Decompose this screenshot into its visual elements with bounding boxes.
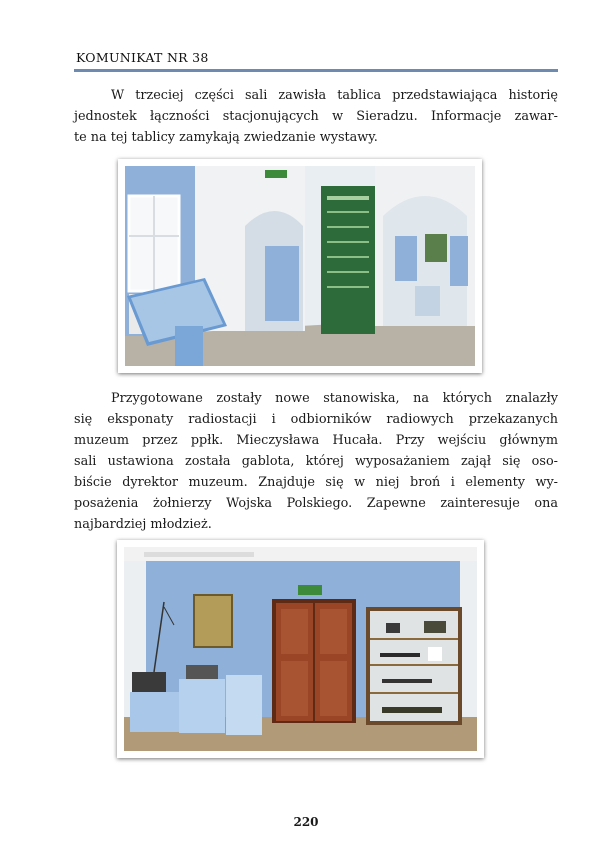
photo-entrance-display-case (117, 540, 484, 758)
page-number: 220 (293, 815, 319, 829)
paragraph-2-line: się eksponaty radiostacji i odbiorników radiowych przekazanych (74, 412, 558, 427)
paragraph-2-line: sali ustawiona została gablota, której wyposażaniem zajął się oso- (74, 454, 558, 469)
paragraph-2-line: najbardziej młodzież. (74, 517, 212, 532)
header-title: KOMUNIKAT NR 38 (76, 50, 209, 65)
paragraph-2-line: posażenia żołnierzy Wojska Polskiego. Zapewne zainteresuje ona (74, 496, 558, 511)
photo-exhibition-hall-image (125, 166, 475, 366)
photo-entrance-display-case-image (124, 547, 477, 751)
paragraph-2-line: Przygotowane zostały nowe stanowiska, na których znalazły (111, 391, 558, 406)
header-rule (74, 69, 558, 72)
paragraph-1-line: jednostek łączności stacjonujących w Sieradzu. Informacje zawar- (74, 109, 558, 124)
paragraph-2 (74, 388, 558, 535)
paragraph-1-line: W trzeciej części sali zawisła tablica przedstawiająca historię (111, 88, 558, 103)
paragraph-2-line: biście dyrektor muzeum. Znajduje się w niej broń i elementy wy- (74, 475, 558, 490)
paragraph-1-line: te na tej tablicy zamykają zwiedzanie wystawy. (74, 130, 378, 145)
photo-exhibition-hall (118, 159, 482, 373)
paragraph-2-line: muzeum przez ppłk. Mieczysława Hucała. Przy wejściu głównym (74, 433, 558, 448)
paragraph-1 (74, 85, 558, 148)
